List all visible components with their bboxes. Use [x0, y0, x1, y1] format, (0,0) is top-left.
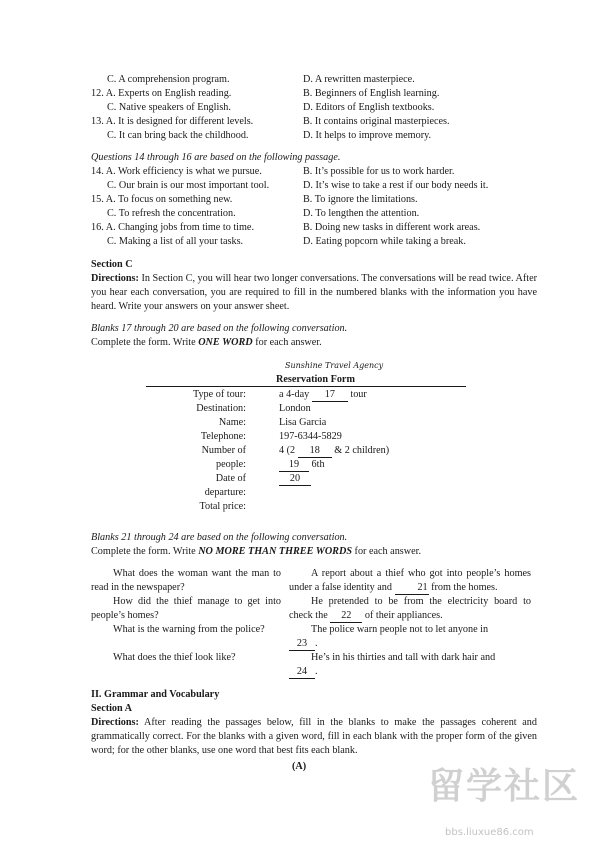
form-row-tour	[0, 388, 600, 402]
form-row-departure-label	[0, 486, 600, 500]
option-a: 15. A. To focus on something new.	[91, 194, 233, 205]
directions-text: After reading the passages below, fill in the blanks to make the passages coherent and grammatically correct. For the blanks with a given word, fill in each blank with the proper form of the given word; for the other blanks, use one word that best fits each blank.	[91, 717, 537, 756]
option-c: C. A comprehension program.	[107, 74, 230, 85]
option-d: D. To lengthen the attention.	[303, 208, 420, 219]
question-16-row	[0, 221, 600, 235]
instruction-text: Complete the form. Write	[91, 337, 199, 348]
form-label: Type of tour:	[192, 389, 246, 400]
option-d: D. Eating popcorn while taking a break.	[303, 236, 466, 247]
answer-text: of their appliances.	[364, 610, 443, 621]
form-value	[279, 388, 367, 402]
answer-text: He pretended to be from the electricity board to check the	[289, 596, 531, 621]
blanks-17-20-intro: Blanks 17 through 20 are based on the following conversation.	[91, 323, 348, 334]
directions-label: Directions:	[91, 273, 139, 284]
instruction-text: for each answer.	[352, 546, 422, 557]
option-d: D. It’s wise to take a rest if our body needs it.	[303, 180, 489, 191]
form-value: London	[279, 403, 311, 414]
option-c: C. Our brain is our most important tool.	[107, 180, 270, 191]
table-answer-2	[289, 595, 531, 623]
question-15-row	[0, 207, 600, 221]
part-2-directions	[91, 716, 537, 758]
form-divider	[146, 386, 466, 387]
watermark-logo: 留学社区	[428, 766, 581, 807]
option-c: C. To refresh the concentration.	[107, 208, 236, 219]
instruction-text: for each answer.	[252, 337, 322, 348]
form-label: Name:	[218, 417, 246, 428]
table-question-2: How did the thief manage to get into people’s homes?	[91, 596, 281, 621]
question-12-row	[0, 101, 600, 115]
value-text: 4 (2	[279, 445, 296, 456]
form-row-name	[0, 416, 600, 430]
section-c-heading: Section C	[91, 259, 133, 270]
form-value	[279, 472, 311, 486]
option-d: D. Editors of English textbooks.	[303, 102, 435, 113]
question-15-row	[0, 193, 600, 207]
option-c: C. It can bring back the childhood.	[107, 130, 249, 141]
form-row-departure	[0, 472, 600, 486]
answer-blank-23[interactable]: 23	[289, 638, 315, 651]
question-13-row	[0, 115, 600, 129]
form-row-people	[0, 444, 600, 458]
answer-text: He’s in his thirties and tall with dark hair and	[311, 652, 496, 663]
form-value: Lisa Garcia	[279, 417, 327, 428]
option-b: B. Doing new tasks in different work areas.	[303, 222, 481, 233]
option-b: B. Beginners of English learning.	[303, 88, 440, 99]
question-14-row	[0, 165, 600, 179]
form-row-price	[0, 500, 600, 514]
questions-14-16-intro: Questions 14 through 16 are based on the following passage.	[91, 152, 341, 163]
question-14-row	[0, 179, 600, 193]
value-text: tour	[350, 389, 367, 400]
value-text: a 4-day	[279, 389, 310, 400]
form-row-date	[0, 458, 600, 472]
answer-blank-24[interactable]: 24	[289, 666, 315, 679]
section-c-directions	[91, 272, 537, 314]
blanks-21-24-instruction	[91, 545, 421, 559]
option-d: D. A rewritten masterpiece.	[303, 74, 415, 85]
option-d: D. It helps to improve memory.	[303, 130, 432, 141]
question-11-row	[0, 73, 600, 87]
form-label: Date of	[215, 473, 246, 484]
answer-blank-18[interactable]: 18	[298, 445, 332, 458]
option-a: 13. A. It is designed for different levels.	[91, 116, 254, 127]
passage-label: (A)	[292, 761, 307, 772]
table-question-4: What does the thief look like?	[113, 652, 236, 663]
form-title: Reservation Form	[276, 374, 355, 385]
instruction-text: Complete the form. Write	[91, 546, 199, 557]
table-answer-4	[289, 651, 531, 679]
question-13-row	[0, 129, 600, 143]
table-question-1: What does the woman want the man to read in the newspaper?	[91, 568, 281, 593]
form-label: Number of	[201, 445, 246, 456]
blanks-21-24-intro: Blanks 21 through 24 are based on the following conversation.	[91, 532, 348, 543]
form-label: departure:	[204, 487, 246, 498]
answer-text: .	[315, 666, 318, 677]
blanks-17-20-instruction	[91, 336, 322, 350]
answer-blank-22[interactable]: 22	[330, 610, 362, 623]
form-row-destination	[0, 402, 600, 416]
answer-text: .	[315, 638, 318, 649]
form-value	[279, 444, 389, 458]
form-label: Destination:	[196, 403, 246, 414]
answer-text: from the homes.	[431, 582, 498, 593]
value-text: 6th	[311, 459, 325, 470]
agency-logo: Sunshine Travel Agency	[285, 361, 384, 370]
table-question-3: What is the warning from the police?	[113, 624, 265, 635]
option-c: C. Native speakers of English.	[107, 102, 231, 113]
part-2-heading: II. Grammar and Vocabulary	[91, 689, 220, 700]
option-b: B. It’s possible for us to work harder.	[303, 166, 455, 177]
option-b: B. To ignore the limitations.	[303, 194, 418, 205]
question-16-row	[0, 235, 600, 249]
option-a: 12. A. Experts on English reading.	[91, 88, 232, 99]
value-text: & 2 children)	[334, 445, 390, 456]
form-value	[279, 458, 325, 472]
option-b: B. It contains original masterpieces.	[303, 116, 450, 127]
option-a: 16. A. Changing jobs from time to time.	[91, 222, 254, 233]
answer-text: The police warn people not to let anyone in	[311, 624, 489, 635]
instruction-emphasis: ONE WORD	[198, 337, 253, 348]
table-answer-1	[289, 567, 531, 595]
directions-label: Directions:	[91, 717, 139, 728]
answer-text: A report about a thief who got into people’s homes under a false identity and	[289, 568, 531, 593]
instruction-emphasis: NO MORE THAN THREE WORDS	[198, 546, 352, 557]
form-label: Telephone:	[200, 431, 246, 442]
answer-blank-19[interactable]: 19	[279, 459, 309, 472]
form-label: people:	[216, 459, 246, 470]
watermark-url: bbs.liuxue86.com	[445, 827, 534, 838]
answer-blank-21[interactable]: 21	[395, 582, 429, 595]
answer-blank-17[interactable]: 17	[312, 389, 348, 402]
section-a-heading: Section A	[91, 703, 133, 714]
answer-blank-20[interactable]: 20	[279, 473, 311, 486]
directions-text: In Section C, you will hear two longer conversations. The conversations will be read twice. After you hear each conversation, you are required to fill in the numbered blanks with the information you have heard. Write your answers on your answer sheet.	[91, 273, 537, 312]
table-answer-3	[289, 623, 531, 651]
form-value: 197-6344-5829	[279, 431, 342, 442]
option-a: 14. A. Work efficiency is what we pursue.	[91, 166, 262, 177]
option-c: C. Making a list of all your tasks.	[107, 236, 244, 247]
form-label: Total price:	[199, 501, 246, 512]
form-row-telephone	[0, 430, 600, 444]
question-12-row	[0, 87, 600, 101]
